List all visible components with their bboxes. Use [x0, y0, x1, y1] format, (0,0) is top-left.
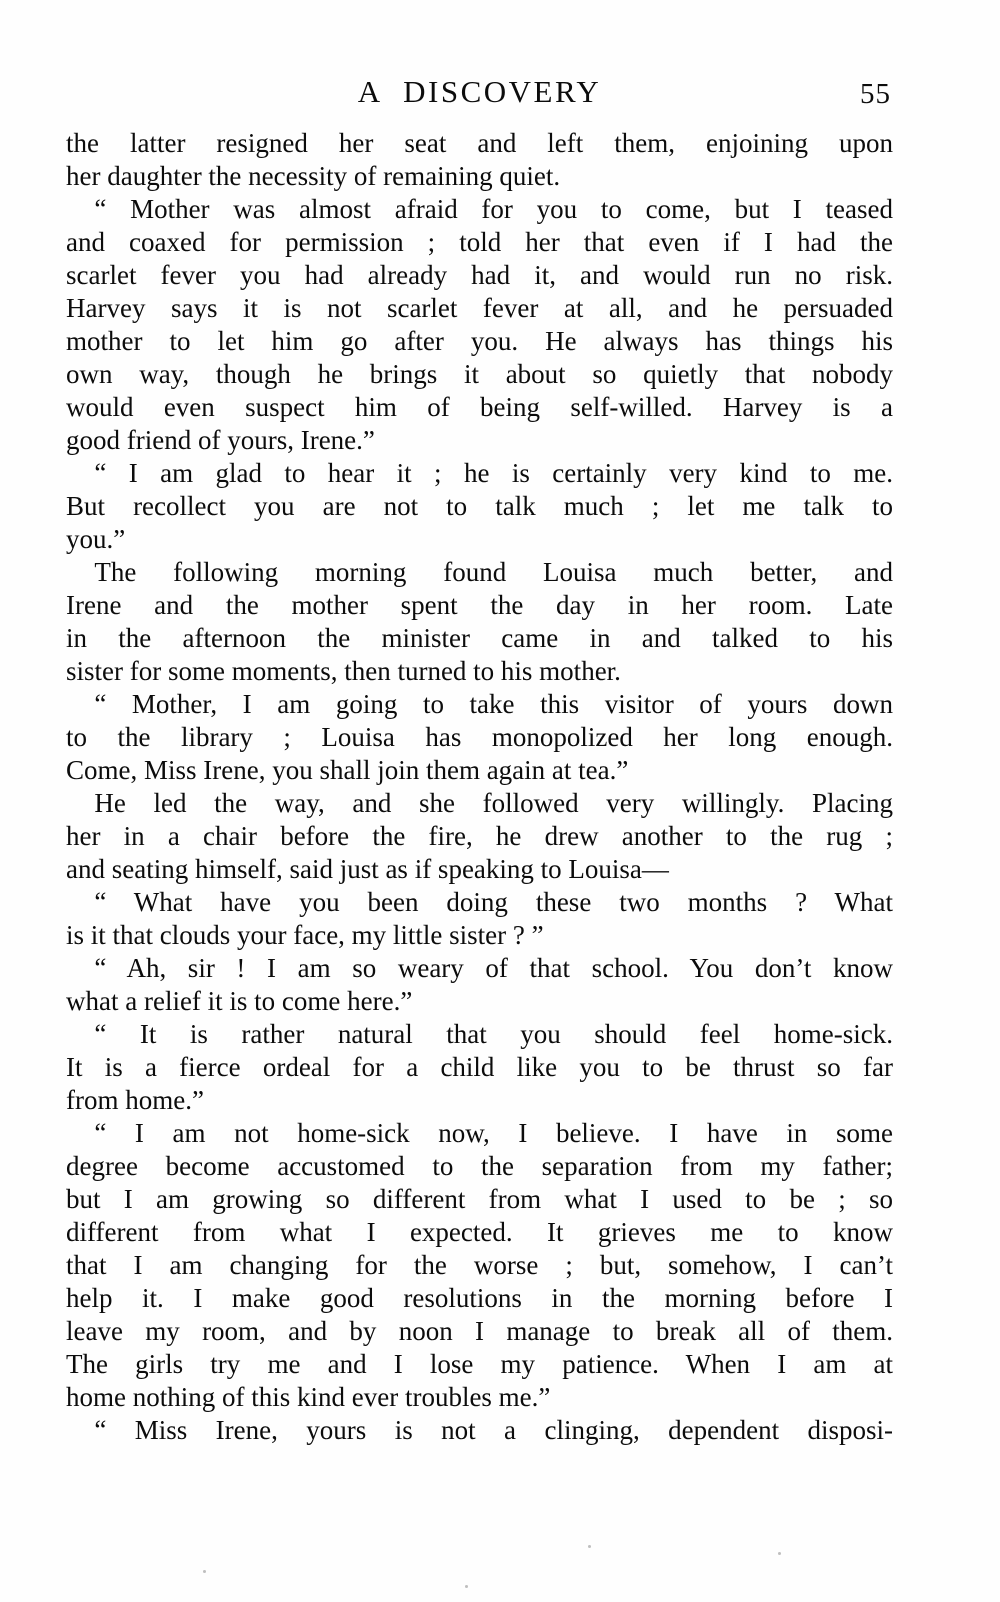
text-line: but I am growing so different from what I used to be ; so [66, 1184, 893, 1214]
text-line: “ It is rather natural that you should feel home-sick. [94, 1019, 893, 1049]
text-line: own way, though he brings it about so quietly that nobody [66, 359, 893, 389]
text-line: home nothing of this kind ever troubles me.” [66, 1382, 551, 1412]
text-line: scarlet fever you had already had it, and would run no risk. [66, 260, 893, 290]
text-line: and seating himself, said just as if speaking to Louisa— [66, 854, 669, 884]
paragraph [66, 1018, 893, 1117]
paragraph [66, 193, 893, 457]
text-line: that I am changing for the worse ; but, somehow, I can’t [66, 1250, 893, 1280]
paragraph [66, 1117, 893, 1414]
scan-speck [778, 1552, 781, 1555]
paragraph [66, 952, 893, 1018]
text-line: The following morning found Louisa much better, and [94, 557, 893, 587]
scan-speck [203, 1570, 206, 1573]
text-line: He led the way, and she followed very willingly. Placing [94, 788, 893, 818]
text-line: the latter resigned her seat and left them, enjoining upon [66, 128, 893, 158]
text-line: help it. I make good resolutions in the morning before I [66, 1283, 893, 1313]
text-line: But recollect you are not to talk much ; let me talk to [66, 491, 893, 521]
text-line: different from what I expected. It grieves me to know [66, 1217, 893, 1247]
text-line: It is a fierce ordeal for a child like you to be thrust so far [66, 1052, 893, 1082]
text-line: degree become accustomed to the separation from my father; [66, 1151, 893, 1181]
text-line: Harvey says it is not scarlet fever at all, and he persuaded [66, 293, 893, 323]
text-line: “ Mother, I am going to take this visitor of yours down [94, 689, 893, 719]
paragraph [66, 127, 893, 193]
text-line: “ I am glad to hear it ; he is certainly very kind to me. [94, 458, 893, 488]
paragraph [66, 688, 893, 787]
text-line: good friend of yours, Irene.” [66, 425, 375, 455]
paragraph [66, 1414, 893, 1447]
scan-speck [588, 1545, 591, 1548]
text-line: her in a chair before the fire, he drew another to the rug ; [66, 821, 893, 851]
text-line: mother to let him go after you. He always has things his [66, 326, 893, 356]
text-line: and coaxed for permission ; told her that even if I had the [66, 227, 893, 257]
text-line: you.” [66, 524, 126, 554]
text-line: “ I am not home-sick now, I believe. I have in some [94, 1118, 893, 1148]
page-number: 55 [860, 78, 891, 110]
text-line: “ Ah, sir ! I am so weary of that school. You don’t know [94, 953, 893, 983]
text-line: “ Miss Irene, yours is not a clinging, dependent disposi- [94, 1415, 893, 1445]
running-head [66, 74, 893, 112]
scan-speck [465, 1585, 468, 1588]
paragraph [66, 556, 893, 688]
paragraph [66, 886, 893, 952]
text-line: leave my room, and by noon I manage to break all of them. [66, 1316, 893, 1346]
text-line: in the afternoon the minister came in and talked to his [66, 623, 893, 653]
text-line: is it that clouds your face, my little sister ? ” [66, 920, 544, 950]
text-line: Come, Miss Irene, you shall join them again at tea.” [66, 755, 629, 785]
text-line: from home.” [66, 1085, 204, 1115]
paragraph [66, 787, 893, 886]
text-line: her daughter the necessity of remaining quiet. [66, 161, 561, 191]
text-line: “ What have you been doing these two months ? What [94, 887, 893, 917]
text-line: “ Mother was almost afraid for you to come, but I teased [94, 194, 893, 224]
text-line: what a relief it is to come here.” [66, 986, 413, 1016]
page-body [66, 127, 893, 1447]
text-line: Irene and the mother spent the day in her room. Late [66, 590, 893, 620]
paragraph [66, 457, 893, 556]
text-line: sister for some moments, then turned to his mother. [66, 656, 621, 686]
text-line: to the library ; Louisa has monopolized her long enough. [66, 722, 893, 752]
text-line: would even suspect him of being self-willed. Harvey is a [66, 392, 893, 422]
page-title: A DISCOVERY [357, 74, 602, 109]
text-line: The girls try me and I lose my patience. When I am at [66, 1349, 893, 1379]
